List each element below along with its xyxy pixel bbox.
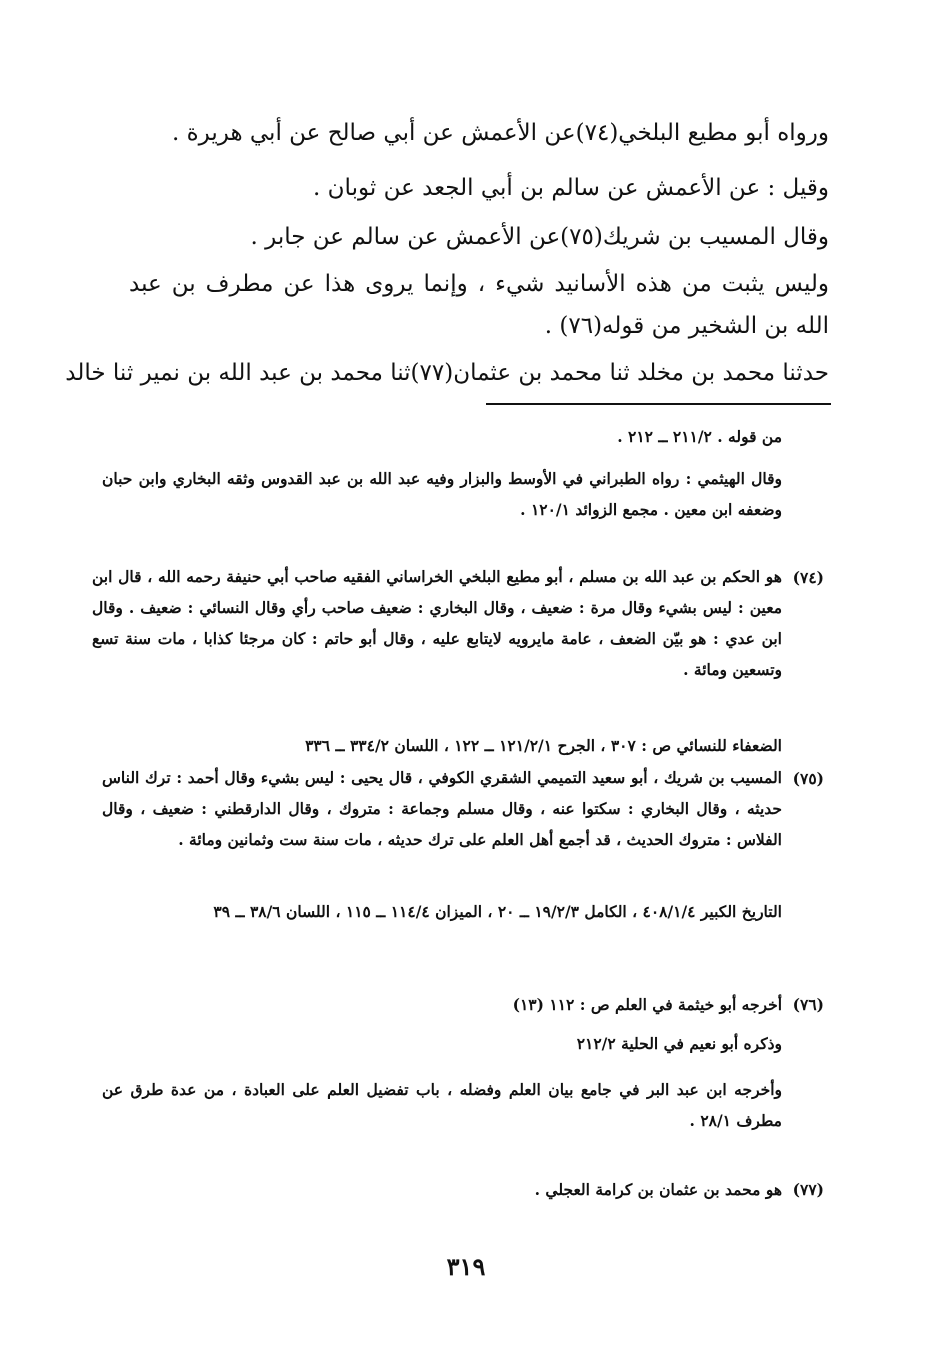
footnote-marker-75: (٧٥) [792,769,824,788]
footnote-76-line-2: وذكره أبو نعيم في الحلية ٢١٢/٢ [576,1034,782,1053]
footnote-marker-77: (٧٧) [792,1180,824,1199]
footnote-continuation-paragraph: وقال الهيثمي : رواه الطبراني في الأوسط والبزار وفيه عبد الله بن عبد القدوس وثقه البخاري وابن حبان وضعفه ابن معين . مجمع الزوائد ١٢٠/١ . [102,469,782,519]
footnote-74-references: الضعفاء للنسائي ص : ٣٠٧ ، الجرح ١٢١/٢/١ ــ ١٢٢ ، اللسان ٣٣٤/٢ ــ ٣٣٦ [305,736,782,755]
page-number: ٣١٩ [446,1252,486,1281]
footnote-76-paragraph-3: وأخرجه ابن عبد البر في جامع بيان العلم وفضله ، باب تفضيل العلم على العبادة ، من عدة طرق عن مطرف ٢٨/١ . [102,1080,782,1130]
footnote-separator [486,403,831,405]
footnote-75-text: المسيب بن شريك ، أبو سعيد التميمي الشقري الكوفي ، قال يحيى : ليس بشيء وقال أحمد : ترك الناس حديثه ، وقال البخاري : سكتوا عنه ، وقال مسلم وجماعة : متروك ، وقال الدارقطني : ضعيف ، وقال الفلاس : متروك الحديث ، قد أجمع أهل العلم على ترك حديثه ، مات سنة ست وثمانين ومائة . [102,768,782,849]
footnote-marker-76: (٧٦) [792,995,824,1014]
main-text-line-1: ورواه أبو مطيع البلخي(٧٤)عن الأعمش عن أبي صالح عن أبي هريرة . [171,120,829,146]
footnote-75-references: التاريخ الكبير ٤٠٨/١/٤ ، الكامل ١٩/٢/٣ ــ ٢٠ ، الميزان ١١٤/٤ ــ ١١٥ ، اللسان ٣٨/٦ ــ ٣٩ [213,902,782,921]
footnote-74-text: هو الحكم بن عبد الله بن مسلم ، أبو مطيع البلخي الخراساني الفقيه صاحب أبي حنيفة رحمه الله ، قال ابن معين : ليس بشيء وقال مرة : ضعيف ، وقال البخاري : ضعيف صاحب رأي وقال النسائي : ضعيف . وقال ابن عدي : هو بيّن الضعف ، عامة مايرويه لايتابع عليه ، وقال أبو حاتم : كان مرجئا كذابا ، مات سنة تسع وتسعين ومائة . [92,567,782,679]
footnote-marker-74: (٧٤) [792,568,824,587]
footnote-continuation-line: من قوله . ٢١١/٢ ــ ٢١٢ . [617,427,782,446]
footnote-76-line-1: أخرجه أبو خيثمة في العلم ص : ١١٢ (١٣) [512,995,782,1014]
main-text-line-5: حدثنا محمد بن مخلد ثنا محمد بن عثمان(٧٧)ثنا محمد بن عبد الله بن نمير ثنا خالد [65,360,829,386]
footnote-77-text: هو محمد بن عثمان بن كرامة العجلي . [534,1180,782,1199]
main-text-paragraph-4: وليس يثبت من هذه الأسانيد شيء ، وإنما يروى هذا عن مطرف بن عبد الله بن الشخير من قوله(٧٦) . [129,271,829,339]
main-text-line-2: وقيل : عن الأعمش عن سالم بن أبي الجعد عن ثوبان . [313,175,829,201]
main-text-line-3: وقال المسيب بن شريك(٧٥)عن الأعمش عن سالم عن جابر . [250,224,829,250]
